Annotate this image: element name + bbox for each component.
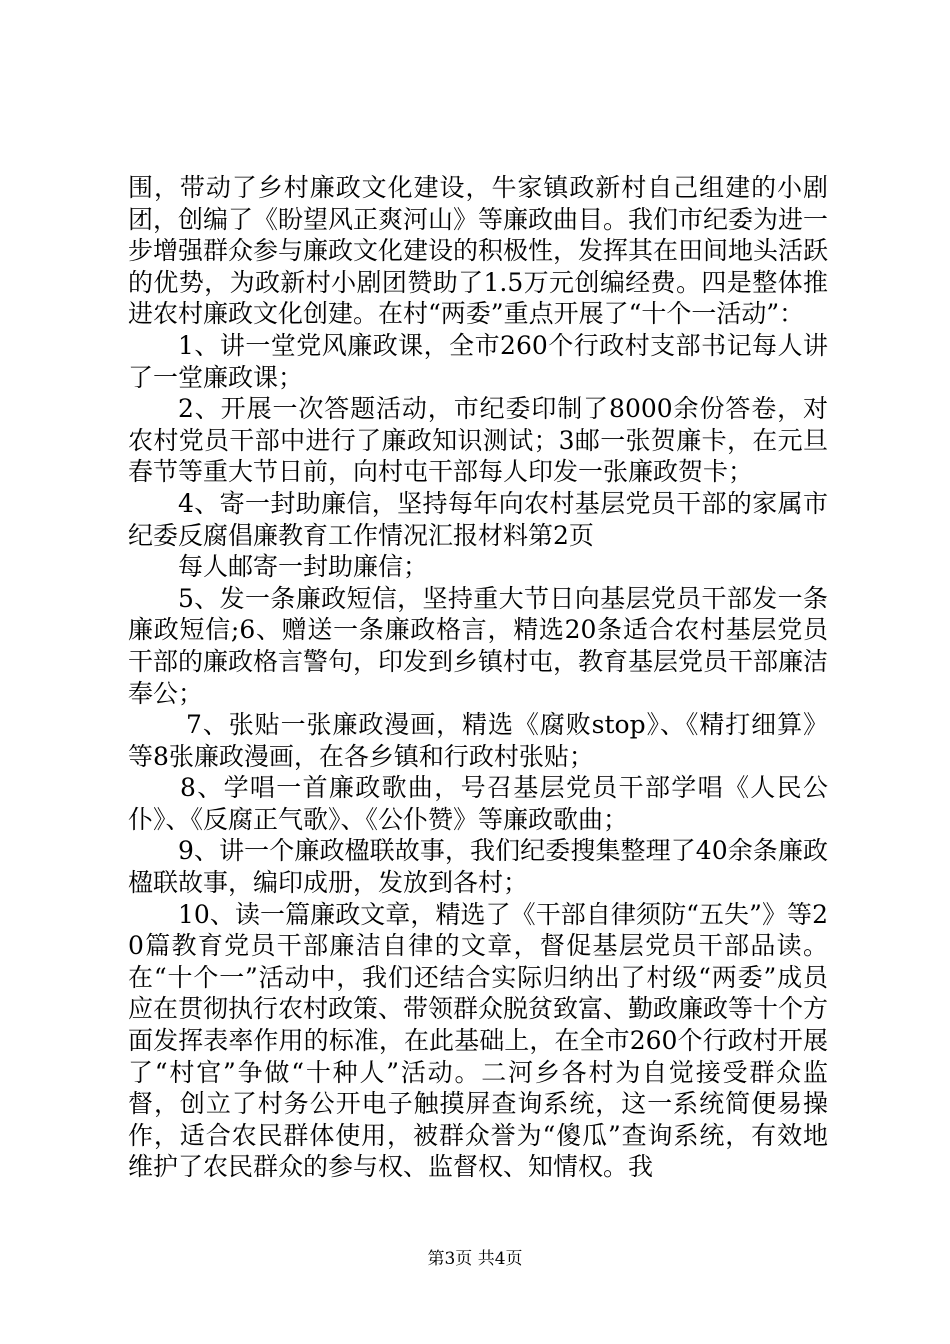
paragraph-7: 7、张贴一张廉政漫画，精选《腐败stop》、《精打细算》等8张廉政漫画，在各乡镇和行政村张贴； — [128, 710, 828, 771]
paragraph-6: 5、发一条廉政短信，坚持重大节日向基层党员干部发一条廉政短信;6、赠送一条廉政格言，精选20条适合农村基层党员干部的廉政格言警句，印发到乡镇村屯，教育基层党员干部廉洁奉公； — [128, 583, 829, 708]
paragraph-8: 8、学唱一首廉政歌曲，号召基层党员干部学唱《人民公仆》、《反腐正气歌》、《公仆赞》等廉政歌曲； — [128, 773, 828, 834]
page-footer: 第3页 共4页 — [427, 1249, 523, 1269]
paragraph-1: 围，带动了乡村廉政文化建设，牛家镇政新村自己组建的小剧团，创编了《盼望风正爽河山》等廉政曲目。我们市纪委为进一步增强群众参与廉政文化建设的积极性，发挥其在田间地头活跃的优势，为政新村小剧团赞助了1.5万元创编经费。四是整体推进农村廉政文化创建。在村“两委”重点开展了“十个一活动”： — [128, 173, 829, 329]
paragraph-9: 9、讲一个廉政楹联故事，我们纪委搜集整理了40余条廉政楹联故事，编印成册，发放到各村； — [128, 836, 828, 898]
paragraph-3: 2、开展一次答题活动，市纪委印制了8000余份答卷，对农村党员干部中进行了廉政知识测试；3邮一张贺廉卡，在元旦春节等重大节日前，向村屯干部每人印发一张廉政贺卡； — [128, 394, 828, 487]
document-body — [128, 172, 828, 1183]
paragraph-2: 1、讲一堂党风廉政课，全市260个行政村支部书记每人讲了一堂廉政课； — [128, 330, 828, 392]
paragraph-4: 4、寄一封助廉信，坚持每年向农村基层党员干部的家属市纪委反腐倡廉教育工作情况汇报材料第2页 — [128, 488, 828, 550]
paragraph-10: 10、读一篇廉政文章，精选了《干部自律须防“五失”》等20篇教育党员干部廉洁自律的文章，督促基层党员干部品读。在“十个一”活动中，我们还结合实际归纳出了村级“两委”成员应在贯彻执行农村政策、带领群众脱贫致富、勤政廉政等十个方面发挥表率作用的标准，在此基础上，在全市260个行政村开展了“村官”争做“十种人”活动。二河乡各村为自觉接受群众监督，创立了村务公开电子触摸屏查询系统，这一系统简便易操作，适合农民群体使用，被群众誉为“傻瓜”查询系统，有效地维护了农民群众的参与权、监督权、知情权。我 — [128, 899, 829, 1182]
paragraph-5: 每人邮寄一封助廉信； — [178, 552, 429, 582]
